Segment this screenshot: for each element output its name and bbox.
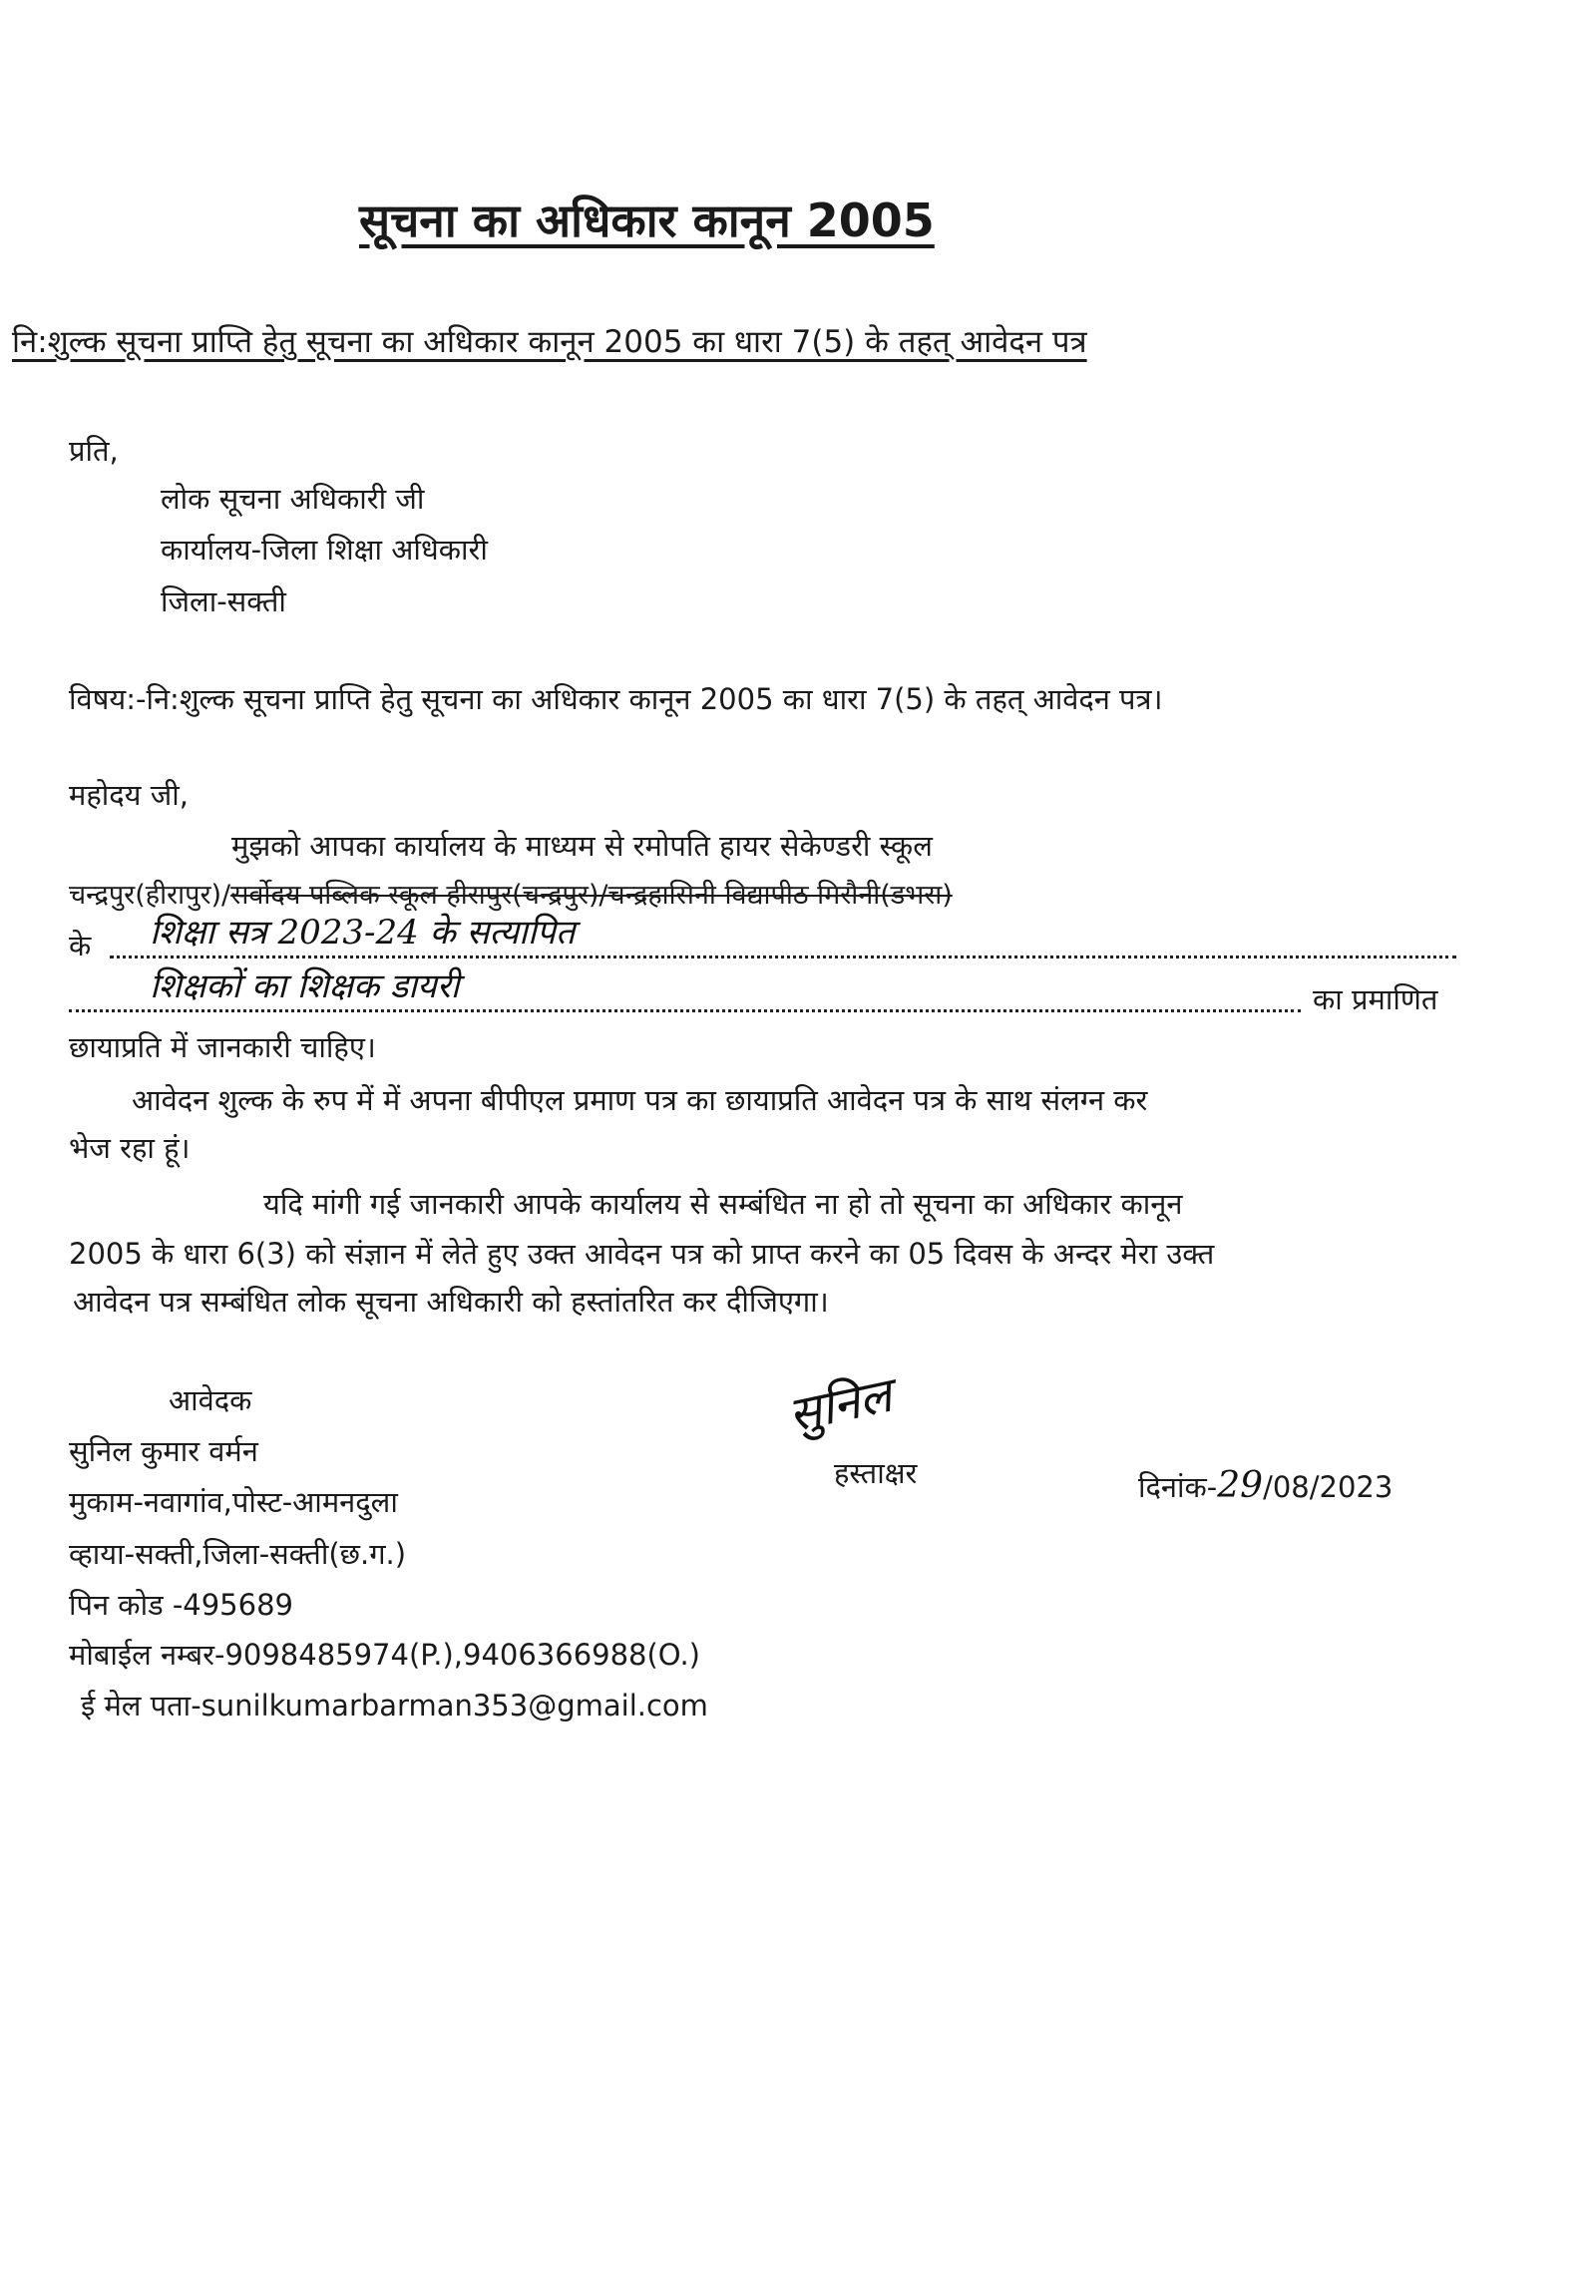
date-prefix: दिनांक- xyxy=(1138,1470,1218,1504)
applicant-name: सुनिल कुमार वर्मन xyxy=(69,1434,258,1468)
recipient-title: लोक सूचना अधिकारी जी xyxy=(161,482,425,516)
dotted-fill-line-1 xyxy=(110,956,1456,958)
handwritten-entry-2: शिक्षकों का शिक्षक डायरी xyxy=(150,966,460,1006)
handwritten-entry-1: शिक्षा सत्र 2023-24 के सत्यापित xyxy=(150,913,576,953)
body-line-1: मुझको आपका कार्यालय के माध्यम से रमोपति हायर सेकेण्डरी स्कूल xyxy=(231,829,933,863)
signature-label: हस्ताक्षर xyxy=(834,1456,918,1490)
handwritten-signature: सुनिल xyxy=(783,1366,897,1444)
applicant-pin: पिन कोड -495689 xyxy=(69,1588,293,1622)
applicant-email: ई मेल पता-sunilkumarbarman353@gmail.com xyxy=(81,1689,708,1722)
para3-line-1: यदि मांगी गई जानकारी आपके कार्यालय से सम्बंधित ना हो तो सूचना का अधिकार कानून xyxy=(263,1187,1183,1221)
school-names-struck: सर्वोदय पब्लिक स्कूल हीरापुर(चन्द्रपुर)/चन्द्रहासिनी विद्यापीठ मिरौनी(डभरा) xyxy=(230,880,953,911)
date-line xyxy=(1138,1465,1394,1506)
subject-line: विषय:-नि:शुल्क सूचना प्राप्ति हेतु सूचना का अधिकार कानून 2005 का धारा 7(5) के तहत् आवेदन पत्र। xyxy=(69,682,1163,716)
applicant-address-1: मुकाम-नवागांव,पोस्ट-आमनदुला xyxy=(69,1485,398,1519)
applicant-address-2: व्हाया-सक्ती,जिला-सक्ती(छ.ग.) xyxy=(69,1537,407,1571)
document-subtitle: नि:शुल्क सूचना प्राप्ति हेतु सूचना का अधिकार कानून 2005 का धारा 7(5) के तहत् आवेदन पत्र xyxy=(12,324,1087,360)
date-month-year: /08/2023 xyxy=(1263,1470,1394,1504)
document-title: सूचना का अधिकार कानून 2005 xyxy=(359,193,935,247)
body-line-2 xyxy=(69,882,953,909)
dotted-fill-line-2 xyxy=(69,1009,1301,1012)
para3-line-3: आवेदन पत्र सम्बंधित लोक सूचना अधिकारी को हस्तांतरित कर दीजिएगा। xyxy=(73,1285,829,1319)
to-prefix: प्रति, xyxy=(69,434,119,468)
para2-line-2: भेज रहा हूं। xyxy=(69,1131,191,1165)
para3-line-2: 2005 के धारा 6(3) को संज्ञान में लेते हुए उक्त आवेदन पत्र को प्राप्त करने का 05 दिवस के अन्दर मेरा उक्त xyxy=(69,1237,1215,1271)
body-line-5: छायाप्रति में जानकारी चाहिए। xyxy=(69,1030,376,1064)
recipient-district: जिला-सक्ती xyxy=(161,584,286,618)
body-line-3-prefix: के xyxy=(69,929,92,962)
applicant-mobile: मोबाईल नम्बर-9098485974(P.),9406366988(O.) xyxy=(69,1638,700,1672)
date-day-handwritten: 29 xyxy=(1217,1465,1264,1506)
applicant-label: आवेदक xyxy=(169,1383,252,1417)
salutation: महोदय जी, xyxy=(69,778,189,812)
recipient-office: कार्यालय-जिला शिक्षा अधिकारी xyxy=(161,533,488,567)
school-name-kept: चन्द्रपुर(हीरापुर)/ xyxy=(69,880,231,911)
body-line-4-suffix: का प्रमाणित xyxy=(1313,982,1438,1016)
para2-line-1: आवेदन शुल्क के रुप में में अपना बीपीएल प्रमाण पत्र का छायाप्रति आवेदन पत्र के साथ संलग्न कर xyxy=(132,1083,1148,1117)
